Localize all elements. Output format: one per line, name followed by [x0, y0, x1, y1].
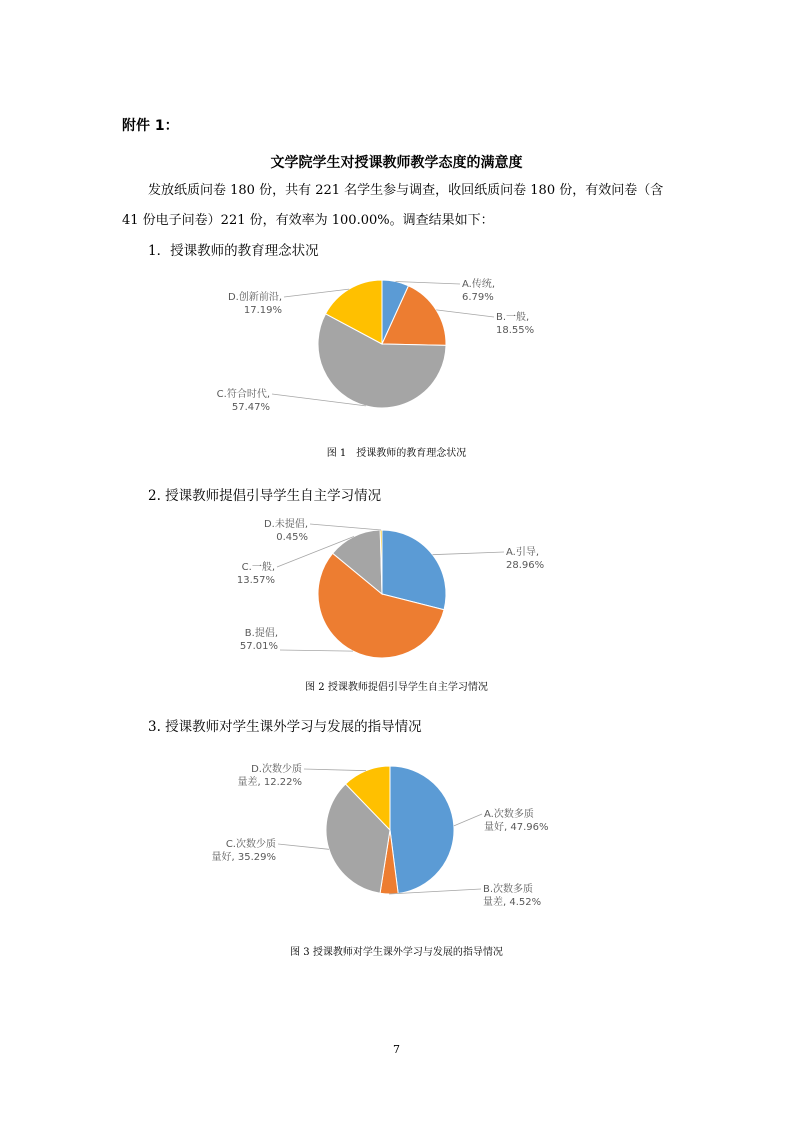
leader-line-d	[310, 524, 381, 530]
slice-label-c: C.一般, 13.57%	[236, 562, 275, 586]
pie-chart-extracurricular-guidance	[0, 752, 793, 922]
figure-3-caption: 图 3 授课教师对学生课外学习与发展的指导情况	[290, 947, 503, 958]
intro-paragraph-line-1: 发放纸质问卷 180 份，共有 221 名学生参与调查，收回纸质问卷 180 份，有效问卷（含	[148, 183, 664, 198]
section-1-title: 1．授课教师的教育理念状况	[148, 243, 319, 259]
leader-line-b	[436, 310, 494, 317]
slice-label-d: D.次数少质量差, 12.22%	[237, 764, 302, 788]
leader-line-c	[278, 844, 329, 849]
page-number: 7	[393, 1043, 400, 1056]
slice-label-a: A.次数多质量好, 47.96%	[484, 809, 549, 833]
slice-label-c: C.符合时代, 57.47%	[216, 389, 270, 413]
pie-chart-education-philosophy	[0, 262, 793, 422]
slice-label-b: B.次数多质量差, 4.52%	[483, 884, 542, 908]
pie-chart-self-learning	[0, 510, 793, 670]
slice-label-b: B.提倡, 57.01%	[239, 628, 278, 652]
leader-line-b	[280, 650, 353, 651]
leader-line-a	[433, 552, 505, 555]
intro-paragraph-line-2: 41 份电子问卷）221 份，有效率为 100.00%。调查结果如下：	[122, 213, 494, 228]
figure-1-caption: 图 1 授课教师的教育理念状况	[326, 448, 467, 459]
section-3-title: 3. 授课教师对学生课外学习与发展的指导情况	[148, 719, 422, 735]
section-2-title: 2. 授课教师提倡引导学生自主学习情况	[148, 488, 382, 504]
leader-line-a	[454, 814, 482, 826]
slice-label-b: B.一般, 18.55%	[496, 312, 535, 336]
slice-label-a: A.引导, 28.96%	[506, 547, 545, 571]
attachment-label: 附件 1：	[122, 118, 179, 134]
pie-slice-a	[390, 766, 454, 893]
slice-label-d: D.未提倡, 0.45%	[263, 519, 308, 543]
slice-label-d: D.创新前沿, 17.19%	[227, 292, 282, 316]
slice-label-a: A.传统, 6.79%	[462, 279, 496, 303]
page-title: 文学院学生对授课教师教学态度的满意度	[270, 155, 523, 171]
slice-label-c: C.次数少质量好, 35.29%	[211, 839, 276, 863]
leader-line-d	[304, 769, 366, 771]
leader-line-a	[396, 282, 461, 285]
figure-2-caption: 图 2 授课教师提倡引导学生自主学习情况	[305, 682, 488, 693]
